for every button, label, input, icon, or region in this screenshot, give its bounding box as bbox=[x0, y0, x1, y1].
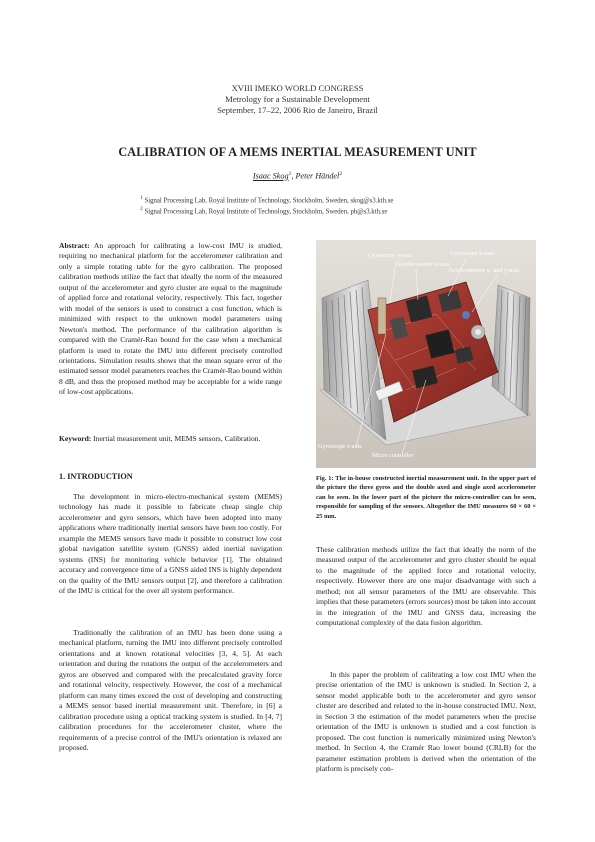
conference-date-location: September, 17–22, 2006 Rio de Janeiro, Brazil bbox=[217, 105, 378, 115]
author-affil-mark: 1 bbox=[288, 171, 292, 177]
author-name: Isaac Skog bbox=[252, 171, 289, 181]
figure-caption: Fig. 1: The in-house constructed inertial measurement unit. In the upper part of the picture the three gyros and the double axed and single axed accelerometer can be seen. In the lower part of the picture the micro-controller can be seen, responsible for sampling of the sensors. Altogether the IMU measures 60 × 60 × 25 mm. bbox=[316, 475, 536, 520]
body-paragraph: These calibration methods utilize the fact that ideally the norm of the measured output of the accelerometer and gyro cluster should be equal to the magnitude of the applied force and rotational velocity, respectively. However there are one major disadvantage with such a method; not all sensor parameters of the IMU are observable. This implies that these parameters (errors sources) most be taken into account in the integration of the IMU and GNSS data, increasing the computational complexity of the data fusion algorithm. bbox=[316, 545, 536, 628]
affiliation-text: Signal Processing Lab, Royal Institute of Technology, Stockholm, Sweden, skog@s3.kth.se bbox=[142, 197, 394, 205]
label-acc-z: Accelerometer z-axis bbox=[396, 261, 450, 268]
section-heading: 1. INTRODUCTION bbox=[59, 472, 133, 481]
keywords-text: Inertial measurement unit, MEMS sensors, Calibration. bbox=[91, 434, 261, 443]
abstract-label: Abstract: bbox=[59, 241, 90, 250]
conference-name: XVIII IMEKO WORLD CONGRESS bbox=[231, 83, 364, 93]
abstract-text: An approach for calibrating a low-cost IMU is studied, requiring no mechanical platform for the accelerometer calibration and only a simple rotating table for the gyro calibration. The proposed calibration methods utilize the fact that ideally the norm of the measured output of the accelerometer and gyro cluster are equal to the magnitude of applied force and rotational velocity, respectively. This fact, together with model of the sensors is used to construct a cost function, which is minimized with respect to the unknown model parameters using Newton's method. The performance of the calibration algorithm is compared with the Cramér-Rao bound for the case when a mechanical platform is used to rotate the IMU into different precisely controlled orientations. Simulation results shows that the mean square error of the estimated sensor model parameters reaches the Cramér-Rao bound within 8 dB, and thus the proposed method may be acceptable for a wide range of low-cost applications. bbox=[59, 241, 282, 397]
abstract bbox=[59, 241, 282, 398]
label-gyro-x: Gyroscope x-axis bbox=[450, 250, 495, 257]
author-affil-mark: 2 bbox=[339, 171, 343, 177]
label-gyro-y: Gyroscope y-axis bbox=[368, 252, 413, 259]
author-line bbox=[0, 171, 595, 181]
label-gyro-z: Gyroscope z-axis bbox=[318, 443, 362, 450]
keywords-label: Keyword: bbox=[59, 434, 92, 443]
conference-subtitle: Metrology for a Sustainable Development bbox=[225, 94, 370, 104]
affiliation-text: Signal Processing Lab, Royal Institute of Technology, Stockholm, Sweden, ph@s3.kth.se bbox=[142, 208, 388, 216]
author-name: Peter Händel bbox=[295, 171, 340, 181]
author-separator: , bbox=[291, 171, 296, 181]
paper-title: CALIBRATION OF A MEMS INERTIAL MEASUREMENT UNIT bbox=[118, 145, 477, 159]
intro-paragraph: Traditionally the calibration of an IMU has been done using a mechanical platform, turning the IMU into different precisely controlled orientations and at known rotational velocities [3, 4, 5]. At each orientation and during the rotations the output of the accelerometers and gyros are observed and compared with the precalculated gravity force and rotational velocity, respectively. However, the cost of a mechanical platform can many times exceed the cost of developing and constructing a MEMS sensor based inertial measurement unit. Therefore, in [6] a calibration procedure using a optical tracking system is studied. In [4, 7] calibration procedures for the accelerometer cluster, where the requirements of a precise control of the IMU's orientation is relaxed are proposed. bbox=[59, 628, 282, 752]
imu-photo-drawing bbox=[316, 240, 536, 468]
label-micro-controller: Micro controller bbox=[372, 452, 414, 459]
imu-photo bbox=[316, 240, 536, 468]
affiliation-mark: 1 bbox=[140, 195, 143, 201]
affiliation-mark: 2 bbox=[140, 206, 143, 212]
keywords bbox=[59, 434, 282, 444]
body-paragraph: In this paper the problem of calibrating a low cost IMU when the precise orientation of the IMU is unknown is studied. In Section 2, a sensor model applicable both to the accelerometer and gyro sensor cluster are described and related to the in-house constructed IMU. Next, in Section 3 the estimation of the model parameters when the precise orientation of the IMU is unknown is studied and a cost function is proposed. The cost function is numerically minimized using Newton's method. In Section 4, the Cramér Rao lower bound (CRLB) for the parameter estimation problem is derived when the orientation of the platform is precisely con- bbox=[316, 670, 536, 774]
affiliation bbox=[140, 204, 500, 217]
label-acc-xy: Accelerometer x- and y-axis bbox=[448, 267, 520, 274]
intro-paragraph: The development in micro-electro-mechanical system (MEMS) technology has made it possible to fabricate cheap single chip accelerometer and gyro sensors, which have been adopted into many applications where traditionally inertial sensors have been too costly. For example the MEMS sensors have made it possible to construct low cost global navigation satellite system (GNSS) aided inertial navigation systems (INS) for monitoring vehicle behavior [1]. The obtained accuracy and convergence time of a GNSS aided INS is highly dependent on the quality of the IMU sensors output [2], and therefore a calibration of the IMU is critical for the over all system performance. bbox=[59, 492, 282, 596]
